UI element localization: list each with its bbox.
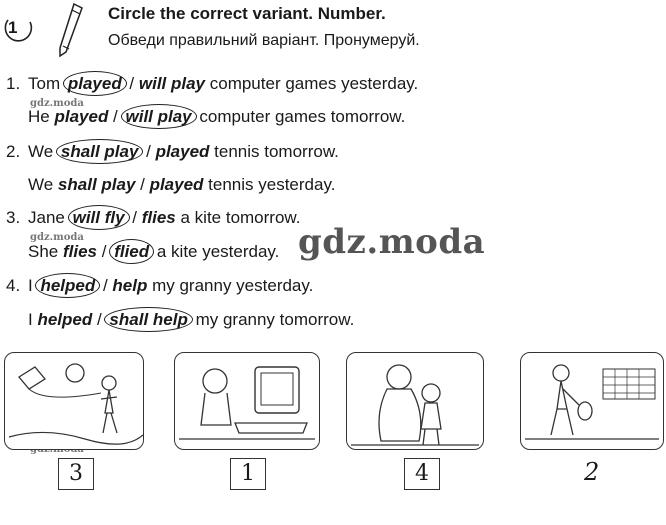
option[interactable]: played (149, 175, 204, 194)
sentence-number: 1. (6, 74, 21, 93)
exercise-title: Circle the correct variant. Number. (108, 4, 386, 23)
option-circled[interactable]: shall play (56, 139, 143, 164)
sentence-row (6, 242, 279, 262)
sentence-text: I (28, 276, 38, 295)
separator: / (127, 208, 142, 227)
exercise-subtitle: Обведи правильний варіант. Пронумеруй. (108, 32, 420, 49)
sentence-text: a kite yesterday. (152, 242, 280, 261)
sentence-text: tennis yesterday. (203, 175, 336, 194)
sentence-row (6, 310, 354, 330)
sentence-text: a kite tomorrow. (175, 208, 301, 227)
sentence-text: tennis tomorrow. (209, 142, 339, 161)
sentence-text: Jane (28, 208, 70, 227)
granny-boy-illustration (347, 353, 483, 449)
separator: / (108, 107, 123, 126)
sentence-row (6, 175, 335, 195)
option[interactable]: flies (62, 242, 98, 261)
answer-box[interactable]: 1 (230, 458, 266, 490)
watermark-small: gdz.moda (30, 232, 84, 243)
sentence-text: We (28, 142, 58, 161)
answer-box[interactable]: 3 (58, 458, 94, 490)
answer-box[interactable]: 4 (404, 458, 440, 490)
sentence-number: 3. (6, 208, 21, 227)
sentence-text: He (28, 107, 55, 126)
picture-granny (346, 352, 484, 450)
separator: / (124, 74, 139, 93)
sentence-text: computer games tomorrow. (194, 107, 406, 126)
sentence-row (6, 142, 339, 162)
option[interactable]: shall play (57, 175, 136, 194)
sentence-row (6, 74, 418, 94)
watermark-small: gdz.moda (30, 98, 84, 109)
kite-girl-illustration (5, 353, 143, 449)
boy-computer-illustration (175, 353, 319, 449)
option-circled[interactable]: played (63, 71, 127, 96)
sentence-text: She (28, 242, 63, 261)
option[interactable]: help (112, 276, 148, 295)
sentence-row (6, 208, 300, 228)
option[interactable]: played (54, 107, 109, 126)
separator: / (135, 175, 150, 194)
option-circled[interactable]: helped (35, 273, 100, 298)
pencil-icon (52, 2, 88, 62)
sentence-text: my granny tomorrow. (190, 310, 355, 329)
sentence-text: Tom (28, 74, 65, 93)
sentence-number: 2. (6, 142, 21, 161)
sentence-row (6, 276, 313, 296)
exercise-number: 1 (8, 18, 18, 37)
separator: / (141, 142, 156, 161)
option[interactable]: flies (141, 208, 176, 227)
separator: / (97, 242, 112, 261)
answer-handwritten[interactable]: 2 (584, 458, 600, 486)
sentence-text: my granny yesterday. (147, 276, 314, 295)
sentence-text: computer games yesterday. (205, 74, 419, 93)
tennis-illustration (521, 353, 663, 449)
picture-tennis (520, 352, 664, 450)
option-circled[interactable]: will play (121, 104, 197, 129)
option-circled[interactable]: flied (109, 239, 154, 264)
sentence-row (6, 107, 405, 127)
picture-computer (174, 352, 320, 450)
watermark-large: gdz.moda (298, 222, 486, 262)
option-circled[interactable]: shall help (104, 307, 192, 332)
separator: / (98, 276, 113, 295)
sentence-text: We (28, 175, 58, 194)
picture-kite (4, 352, 144, 450)
option[interactable]: will play (138, 74, 206, 93)
option[interactable]: helped (37, 310, 93, 329)
option[interactable]: played (155, 142, 210, 161)
option-circled[interactable]: will fly (68, 205, 130, 230)
separator: / (92, 310, 107, 329)
sentence-number: 4. (6, 276, 21, 295)
sentence-text: I (28, 310, 38, 329)
